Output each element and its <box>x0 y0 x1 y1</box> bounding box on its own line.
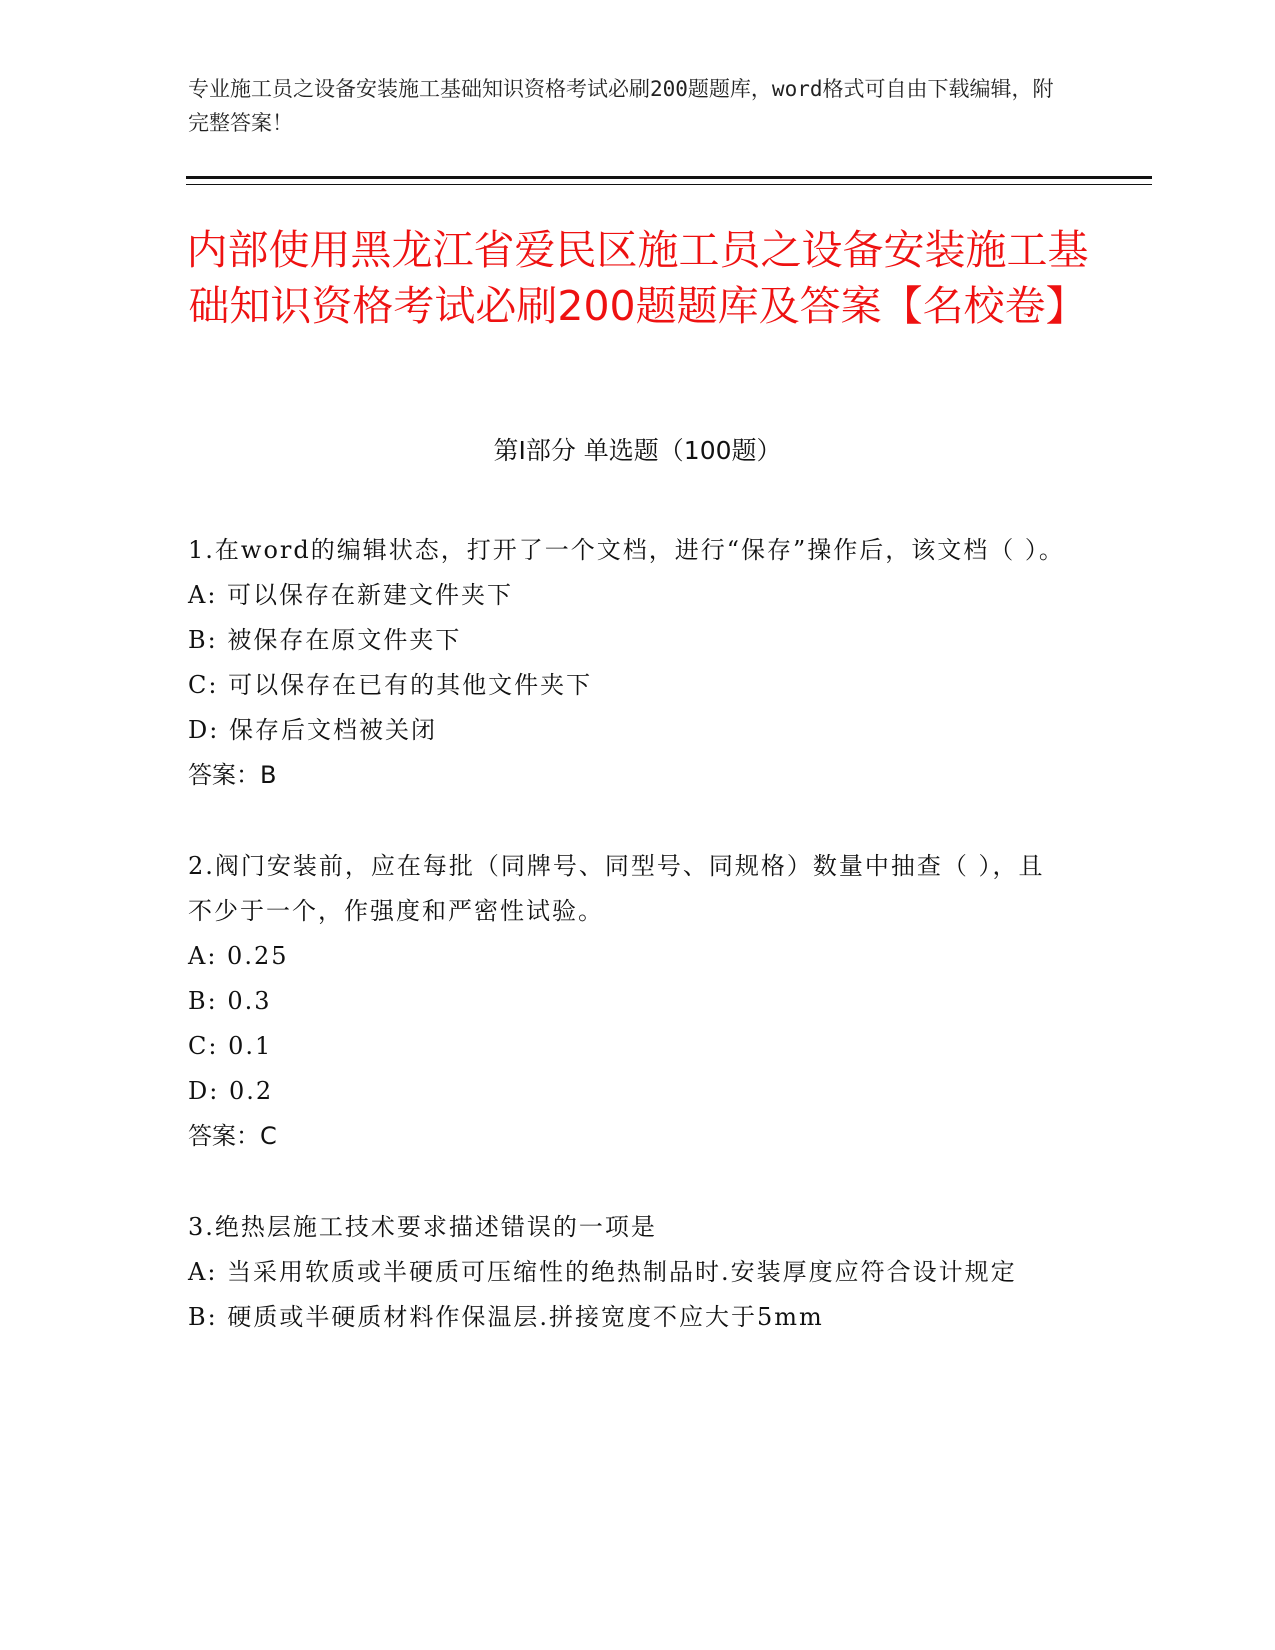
answer: 答案：B <box>188 761 277 789</box>
question-1 <box>188 528 1068 798</box>
question-2 <box>188 844 1068 1159</box>
option-b: B: 被保存在原文件夹下 <box>188 626 462 654</box>
header-note: 专业施工员之设备安装施工基础知识资格考试必刷200题题库，word格式可自由下载编辑，附完整答案！ <box>188 77 1054 135</box>
option-b: B: 0.3 <box>188 987 272 1015</box>
section-title: 第I部分 单选题（100题） <box>493 436 782 465</box>
option-c: C: 可以保存在已有的其他文件夹下 <box>188 671 593 699</box>
option-b: B: 硬质或半硬质材料作保温层.拼接宽度不应大于5mm <box>188 1303 824 1331</box>
question-stem: 1.在word的编辑状态，打开了一个文档，进行“保存”操作后，该文档（ ）。 <box>188 536 1065 564</box>
option-a: A: 0.25 <box>188 942 289 970</box>
answer: 答案：C <box>188 1122 277 1150</box>
option-a: A: 可以保存在新建文件夹下 <box>188 581 514 609</box>
header-rule-thin <box>186 184 1152 185</box>
option-d: D: 保存后文档被关闭 <box>188 716 437 744</box>
header-rule-thick <box>186 176 1152 179</box>
option-d: D: 0.2 <box>188 1077 274 1105</box>
document-title: 内部使用黑龙江省爱民区施工员之设备安装施工基础知识资格考试必刷200题题库及答案【名校卷】 <box>186 226 1089 330</box>
option-c: C: 0.1 <box>188 1032 273 1060</box>
option-a: A: 当采用软质或半硬质可压缩性的绝热制品时.安装厚度应符合设计规定 <box>188 1258 1017 1286</box>
question-3 <box>188 1205 1068 1340</box>
question-stem: 3.绝热层施工技术要求描述错误的一项是 <box>188 1213 657 1241</box>
question-stem: 2.阀门安装前，应在每批（同牌号、同型号、同规格）数量中抽查（ ），且不少于一个，作强度和严密性试验。 <box>188 852 1045 925</box>
question-list <box>188 528 1068 1386</box>
